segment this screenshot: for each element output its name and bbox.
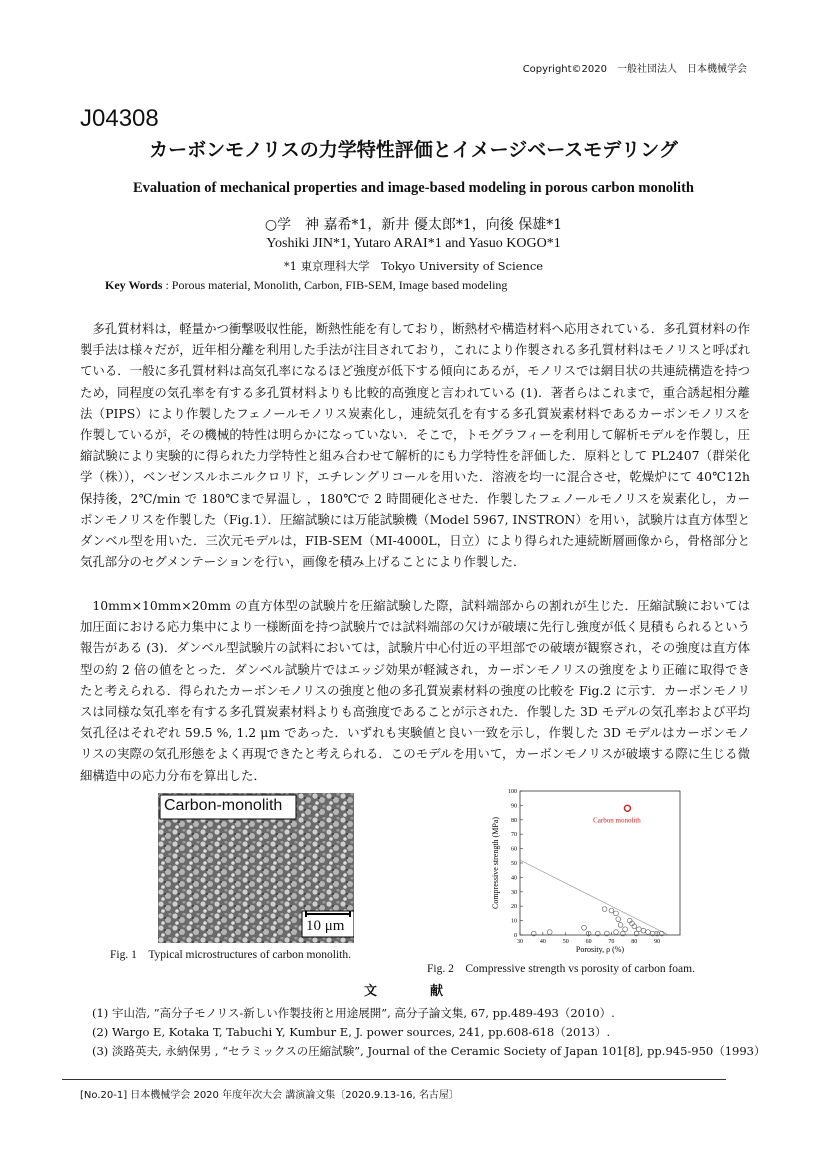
x-tick-label: 60 xyxy=(585,939,592,945)
authors-japanese: ○学 神 嘉希*1，新井 優太郎*1，向後 保雄*1 xyxy=(264,217,563,233)
y-tick-label: 10 xyxy=(511,918,517,925)
title-japanese: カーボンモノリスの力学特性評価とイメージベースモデリング xyxy=(149,139,678,161)
foam-data-point xyxy=(623,927,628,932)
foam-data-point xyxy=(582,925,587,930)
title-english: Evaluation of mechanical properties and image-based modeling in porous carbon monolith xyxy=(133,180,694,196)
foam-data-point xyxy=(547,930,552,935)
y-tick-label: 40 xyxy=(511,875,517,882)
y-tick-label: 80 xyxy=(511,817,517,824)
footer-divider xyxy=(62,1079,726,1080)
foam-data-point xyxy=(614,930,619,935)
y-tick-label: 60 xyxy=(511,846,517,853)
keywords xyxy=(105,278,507,293)
fig1-scale-label: 10 μm xyxy=(306,918,345,934)
x-tick-label: 50 xyxy=(562,939,569,945)
x-tick-label: 30 xyxy=(517,939,523,945)
paragraph-text: 10mm×10mm×20mm の直方体型の試験片を圧縮試験した際，試料端部からの割れが生じた．圧縮試験においては加圧面における応力集中により一様断面を持つ試験片では試料端部の欠けが破壊に先行し強度が低く見積もられるという報告がある (3)．ダンベル型試験片の試料においては，試験片中心付近の平坦部での破壊が観察され，その強度は直方体型の約 2 倍の値をとった．ダンベル試験片ではエッジ効果が軽減され，カーボンモノリスの強度をより正確に取得できたと考えられる．得られたカーボンモノリスの強度と他の多孔質炭素材料の強度の比較を Fig.2 に示す．カーボンモノリスは同様な気孔率を有する多孔質炭素材料よりも高強度であることが示された．作製した 3D モデルの気孔率および平均気孔径はそれぞれ 59.5 %, 1.2 μm であった．いずれも実験値と良い一致を示し，作製した 3D モデルはカーボンモノリスの実際の気孔形態をよく再現できたと考えられる．このモデルを用いて，カーボンモノリスが破壊する際に生じる微細構造中の応力分布を算出した． xyxy=(80,598,750,783)
y-tick-label: 70 xyxy=(511,832,517,839)
paragraph-text: 多孔質材料は，軽量かつ衝撃吸収性能，断熱性能を有しており，断熱材や構造材料へ応用されている．多孔質材料の作製手法は様々だが，近年相分離を利用した手法が注目されており，これにより作製される多孔質材料はモノリスと呼ばれている．一般に多孔質材料は高気孔率になるほど強度が低下する傾向にあるが，モノリスでは網目状の共連続構造を持つため，同程度の気孔率を有する多孔質材料よりも比較的高強度と言われている (1)．著者らはこれまで，重合誘起相分離法（PIPS）により作製したフェノールモノリス炭素化し，連続気孔を有する多孔質炭素材料であるカーボンモノリスを作製しているが，その機械的特性は明らかになっていない．そこで，トモグラフィーを利用して解析モデルを作製し，圧縮試験により実験的に得られた力学特性と組み合わせて解析的にも力学特性を評価した．原料として PL2407（群栄化学（株）），ベンゼンスルホニルクロリド，エチレングリコールを用いた．溶液を均一に混合させ，乾燥炉にて 40℃12h 保持後，2℃/min で 180℃まで昇温し ，180℃で 2 時間硬化させた．作製したフェノールモノリスを炭素化し，カーボンモノリスを作製した（Fig.1）．圧縮試験には万能試験機（Model 5967, INSTRON）を用い，試験片は直方体型とダンベル型を用いた．三次元モデルは，FIB-SEM（MI-4000L，日立）により得られた連続断層画像から，骨格部分と気孔部分のセグメンテーションを行い，画像を積み上げることにより作製した． xyxy=(80,321,750,570)
carbon-monolith-point xyxy=(624,805,630,811)
body-paragraph-2 xyxy=(80,595,750,786)
foam-data-point xyxy=(641,928,646,933)
plot-frame xyxy=(520,791,680,935)
annotation-label: Carbon monolith xyxy=(593,816,641,825)
y-tick-label: 0 xyxy=(514,933,517,939)
x-tick-label: 80 xyxy=(631,939,638,945)
keywords-label: Key Words xyxy=(105,278,163,292)
y-tick-label: 90 xyxy=(511,803,517,810)
scatter-plot xyxy=(488,783,688,963)
body-paragraph-1 xyxy=(80,318,750,572)
foam-data-point xyxy=(646,930,651,935)
fig2-chart xyxy=(488,783,688,963)
foam-data-point xyxy=(616,917,621,922)
fig2-caption: Fig. 2 Compressive strength vs porosity of carbon foam. xyxy=(427,963,695,975)
reference-item: (3) 淡路英夫, 永納保男 , “セラミックスの圧縮試験”, Journal of the Ceramic Society of Japan 101[8], pp.945-950（1993） xyxy=(92,1044,766,1058)
footer-text: [No.20-1] 日本機械学会 2020 年度年次大会 講演論文集〔2020.9.13-16, 名古屋〕 xyxy=(80,1090,459,1101)
y-axis-label: Compressive strength (MPa) xyxy=(491,817,500,909)
keywords-text: : Porous material, Monolith, Carbon, FIB-SEM, Image based modeling xyxy=(162,278,508,292)
authors-english: Yoshiki JIN*1, Yutaro ARAI*1 and Yasuo KOGO*1 xyxy=(266,236,561,251)
copyright-notice: Copyright©2020 一般社団法人 日本機械学会 xyxy=(522,64,747,75)
y-tick-label: 50 xyxy=(511,861,517,867)
y-tick-label: 20 xyxy=(511,904,517,911)
x-axis-label: Porosity, ρ (%) xyxy=(575,945,625,954)
fig1-micrograph xyxy=(158,793,354,943)
y-tick-label: 30 xyxy=(511,889,517,896)
paper-code: J04308 xyxy=(80,105,159,132)
x-tick-label: 90 xyxy=(654,939,661,945)
affiliation: *1 東京理科大学 Tokyo University of Science xyxy=(283,259,544,273)
references-list xyxy=(92,1004,766,1061)
foam-data-point xyxy=(614,911,619,916)
x-tick-label: 40 xyxy=(539,939,546,945)
reference-item: (2) Wargo E, Kotaka T, Tabuchi Y, Kumbur E, J. power sources, 241, pp.608-618（2013）. xyxy=(92,1025,611,1039)
fig1-label: Carbon-monolith xyxy=(164,797,283,814)
foam-data-point xyxy=(609,908,614,913)
y-tick-label: 100 xyxy=(508,789,517,795)
x-tick-label: 70 xyxy=(608,939,615,945)
reference-item: (1) 宇山浩, ”高分子モノリス-新しい作製技術と用途展開”, 高分子論文集, 67, pp.489-493（2010）. xyxy=(92,1006,615,1020)
references-heading: 文 献 xyxy=(363,984,463,999)
trend-line xyxy=(520,860,669,935)
foam-data-point xyxy=(602,907,607,912)
foam-data-point xyxy=(618,923,623,928)
foam-data-point xyxy=(636,927,641,932)
fig1-caption: Fig. 1 Typical microstructures of carbon monolith. xyxy=(110,949,351,961)
